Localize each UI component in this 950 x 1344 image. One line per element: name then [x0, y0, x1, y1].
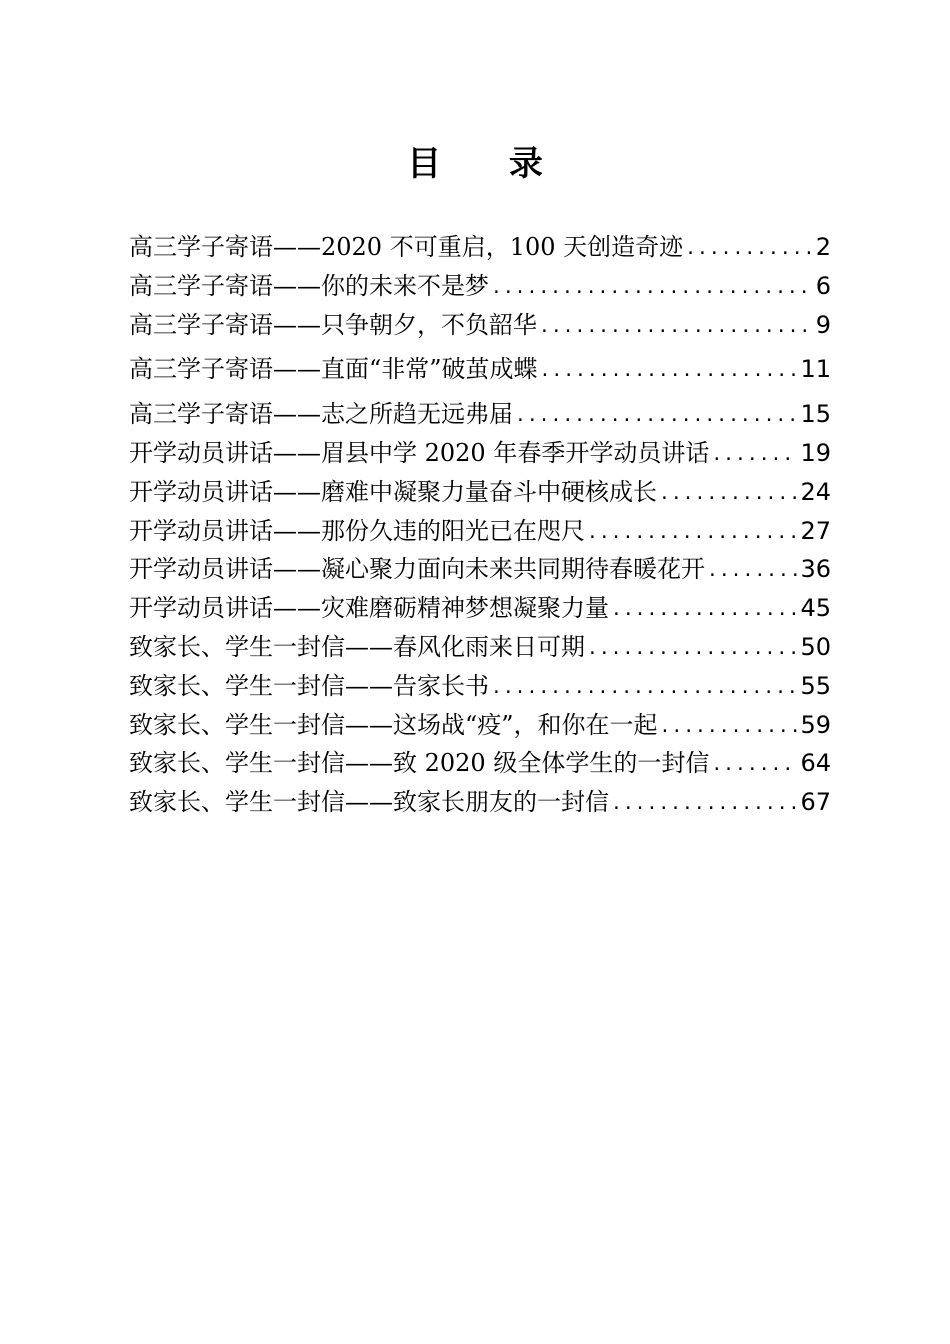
toc-entry-text: 开学动员讲话——那份久违的阳光已在咫尺	[129, 516, 585, 545]
toc-entry	[129, 228, 831, 267]
toc-entry-text: 高三学子寄语——志之所趋无远弗届	[129, 400, 513, 429]
dot-leader	[515, 395, 798, 434]
dot-leader	[540, 350, 799, 389]
dot-leader	[587, 512, 798, 551]
toc-entry-page: 6	[815, 271, 831, 300]
toc-entry-page: 19	[800, 438, 831, 467]
toc-entry	[129, 628, 831, 667]
dot-leader	[660, 706, 799, 745]
dot-leader	[611, 589, 798, 628]
toc-entry-page: 45	[800, 594, 831, 623]
toc-entry	[129, 512, 831, 551]
toc-entry-page: 2	[815, 233, 831, 261]
toc-entry	[129, 434, 831, 473]
toc-entry	[129, 267, 831, 306]
toc-entry-page: 64	[800, 749, 831, 778]
toc-entry	[129, 350, 831, 389]
toc-entry-text: 开学动员讲话——眉县中学 2020 年春季开学动员讲话	[129, 438, 710, 467]
toc-entry-page: 15	[800, 400, 831, 429]
toc-entry-text: 开学动员讲话——磨难中凝聚力量奋斗中硬核成长	[129, 477, 657, 506]
toc-entry	[129, 589, 831, 628]
toc-entry-text: 高三学子寄语——只争朝夕，不负韶华	[129, 310, 537, 339]
toc-entry-page: 50	[800, 632, 831, 661]
toc-entry-page: 36	[800, 555, 831, 584]
toc-entry-text: 致家长、学生一封信——致家长朋友的一封信	[129, 788, 609, 817]
toc-entry-text: 致家长、学生一封信——春风化雨来日可期	[129, 632, 585, 661]
dot-leader	[491, 667, 798, 706]
toc-entry	[129, 783, 831, 822]
toc-list	[129, 228, 831, 822]
toc-entry-text: 致家长、学生一封信——这场战“疫”，和你在一起	[129, 710, 658, 739]
toc-entry-text: 致家长、学生一封信——致 2020 级全体学生的一封信	[129, 749, 710, 778]
toc-entry	[129, 473, 831, 512]
toc-entry-page: 9	[815, 310, 831, 339]
toc-entry-text: 高三学子寄语——你的未来不是梦	[129, 271, 489, 300]
dot-leader	[587, 628, 798, 667]
toc-entry-page: 27	[800, 516, 831, 545]
toc-entry-page: 24	[800, 477, 831, 506]
toc-entry-page: 11	[800, 355, 831, 384]
toc-entry-text: 开学动员讲话——灾难磨砺精神梦想凝聚力量	[129, 594, 609, 623]
toc-entry-page: 59	[800, 710, 831, 739]
toc-title: 目 录	[407, 144, 571, 184]
dot-leader	[707, 550, 798, 589]
toc-entry-page: 67	[800, 788, 831, 817]
dot-leader	[711, 434, 798, 473]
toc-entry	[129, 306, 831, 345]
toc-entry-text: 高三学子寄语——2020 不可重启，100 天创造奇迹	[129, 233, 684, 261]
toc-entry-text: 高三学子寄语——直面“非常”破茧成蝶	[129, 355, 538, 384]
toc-entry	[129, 744, 831, 783]
dot-leader	[491, 267, 814, 306]
dot-leader	[659, 473, 798, 512]
dot-leader	[539, 306, 814, 345]
toc-entry	[129, 395, 831, 434]
toc-entry	[129, 550, 831, 589]
dot-leader	[611, 783, 798, 822]
dot-leader	[685, 228, 814, 267]
toc-entry	[129, 667, 831, 706]
toc-entry-page: 55	[800, 671, 831, 700]
toc-entry	[129, 706, 831, 745]
dot-leader	[711, 744, 798, 783]
toc-entry-text: 致家长、学生一封信——告家长书	[129, 671, 489, 700]
toc-entry-text: 开学动员讲话——凝心聚力面向未来共同期待春暖花开	[129, 555, 705, 584]
